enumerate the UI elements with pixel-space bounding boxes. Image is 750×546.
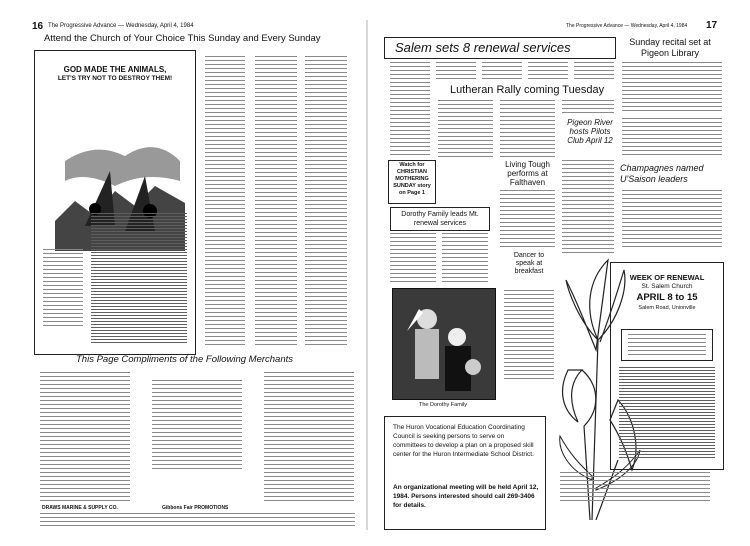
ad-line-2: LET'S TRY NOT TO DESTROY THEM! <box>57 75 173 82</box>
left-story-strip <box>390 122 430 156</box>
footer-merchant-right: Gibbons Fair PROMOTIONS <box>162 505 229 511</box>
main-story-col-4 <box>528 62 568 82</box>
church-ad-box <box>34 50 196 355</box>
renewal-inner-lines <box>628 334 706 356</box>
ad-line-1: GOD MADE THE ANIMALS, <box>63 65 167 74</box>
dancer-headline: Dancer to speak at breakfast <box>513 252 545 275</box>
church-directory-col-3 <box>305 56 347 346</box>
church-directory-col-2 <box>255 56 297 346</box>
renewal-church: St. Salem Church <box>641 283 693 290</box>
main-headline-box <box>384 37 616 59</box>
pigeon-headline: Pigeon River hosts Pilots Club April 12 <box>567 118 613 145</box>
dorothy-headline-box <box>390 207 490 231</box>
left-page-number: 16 <box>32 21 44 32</box>
main-story-col-3 <box>482 62 522 82</box>
renewal-sub: Salem Road, Unionville <box>638 305 696 311</box>
huron-notice-box <box>384 416 546 530</box>
compliments-heading: This Page Compliments of the Following Merchants <box>76 354 294 365</box>
recital-story <box>622 62 722 114</box>
footer-lines <box>40 513 355 527</box>
renewal-dates: APRIL 8 to 15 <box>636 292 698 303</box>
living-tough-headline: Living Tough performs at Falthaven <box>505 160 550 187</box>
merchant-list-right <box>264 372 354 504</box>
rally-headline: Lutheran Rally coming Tuesday <box>450 84 605 96</box>
renewal-ad-box <box>610 262 724 470</box>
church-directory-col-1 <box>205 56 245 346</box>
bottom-right-lines <box>560 472 710 502</box>
ad-sidebar-text <box>43 249 83 329</box>
merchant-list-left <box>40 372 130 504</box>
watch-box-text: Watch for CHRISTIAN MOTHERING SUNDAY story on Page 1 <box>393 162 431 196</box>
renewal-title: WEEK OF RENEWAL <box>629 273 705 282</box>
dorothy-story-2 <box>442 233 488 283</box>
champagnes-story <box>622 190 722 250</box>
renewal-inner-box <box>621 329 713 361</box>
recital-story-2 <box>622 118 722 158</box>
huron-notice-text: The Huron Vocational Education Coordinating Council is seeking persons to serve on committees to develop a plan on a proposed skill center for the Huron Intermediate School District. <box>393 424 534 458</box>
dorothy-family-photo <box>392 288 496 400</box>
main-story-col-5 <box>574 62 614 82</box>
renewal-schedule <box>619 367 715 459</box>
right-page-number: 17 <box>706 20 718 31</box>
rally-story-1 <box>438 100 493 158</box>
huron-meeting-text: An organizational meeting will be held April 12, 1984. Persons interested should call 269-3406 for details. <box>393 484 539 509</box>
pigeon-story <box>562 160 614 255</box>
dancer-story <box>504 290 554 382</box>
champagnes-headline: Champagnes named U'Saison leaders <box>620 163 704 184</box>
living-tough-story <box>500 190 555 250</box>
right-masthead: The Progressive Advance — Wednesday, April 4, 1984 <box>566 23 688 29</box>
left-masthead: The Progressive Advance — Wednesday, April 4, 1984 <box>48 23 194 29</box>
photo-caption: The Dorothy Family <box>419 402 467 408</box>
main-story-col-1 <box>390 62 430 122</box>
footer-merchant-left: DRAWS MARINE & SUPPLY CO. <box>42 505 118 511</box>
recital-headline: Sunday recital set at Pigeon Library <box>629 37 711 58</box>
merchant-list-mid <box>152 380 242 472</box>
left-banner: Attend the Church of Your Choice This Sunday and Every Sunday <box>44 33 321 44</box>
dorothy-headline: Dorothy Family leads Mt. renewal services <box>401 211 479 227</box>
main-story-col-2 <box>436 62 476 82</box>
watch-box <box>388 160 436 204</box>
page-fold <box>366 20 368 530</box>
photo-figures <box>393 289 495 399</box>
ad-body-text <box>91 213 187 343</box>
main-headline: Salem sets 8 renewal services <box>395 40 571 55</box>
dorothy-story-1 <box>390 233 436 283</box>
rally-story-2 <box>500 100 555 158</box>
rally-story-3 <box>562 100 614 116</box>
